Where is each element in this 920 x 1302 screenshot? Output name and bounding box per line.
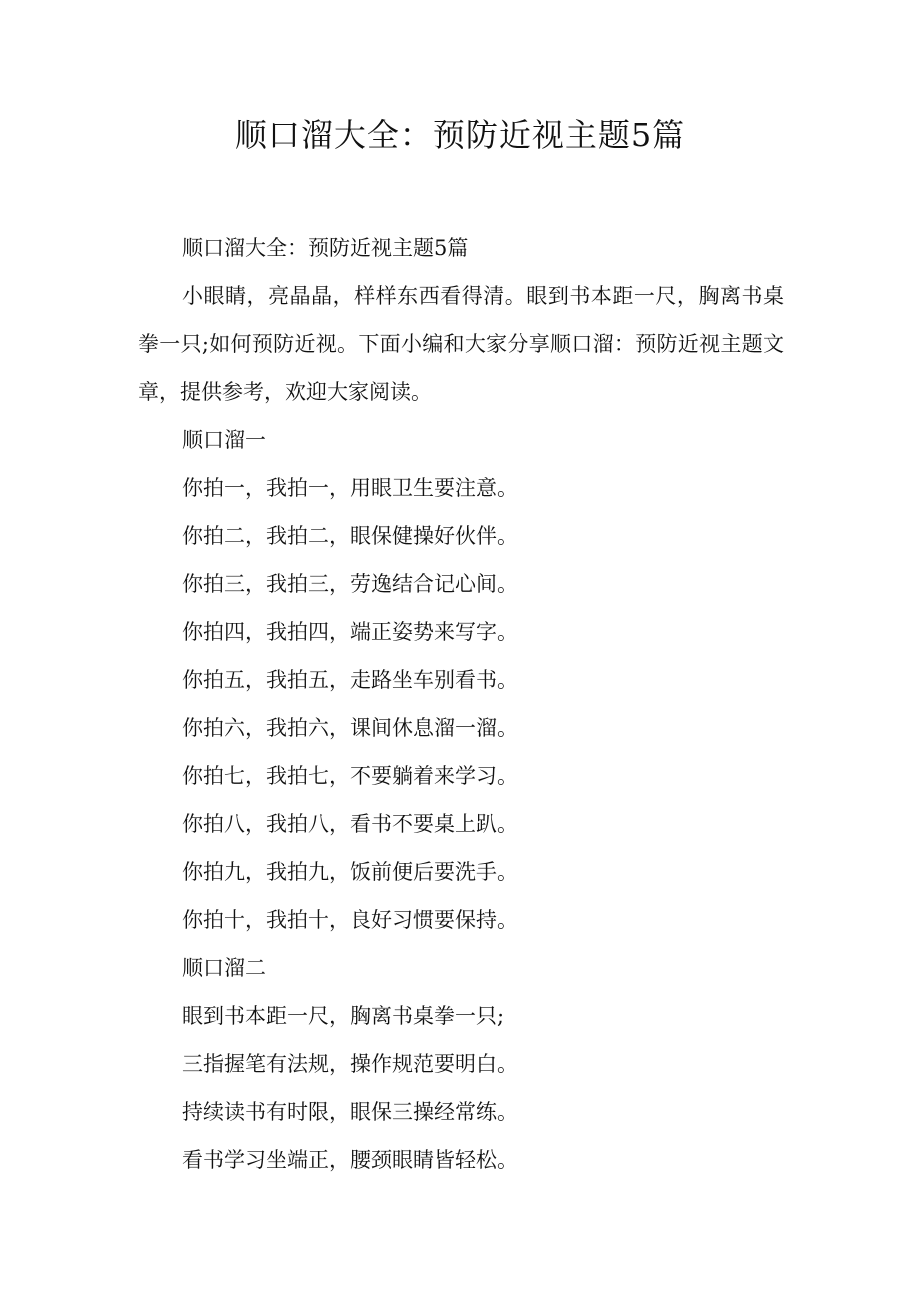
verse-line: 你拍五，我拍五，走路坐车别看书。 xyxy=(182,668,518,692)
intro-paragraph: 小眼睛，亮晶晶，样样东西看得清。眼到书本距一尺，胸离书桌拳一只;如何预防近视。下面小编和大家分享顺口溜：预防近视主题文章，提供参考，欢迎大家阅读。 xyxy=(138,284,784,404)
subtitle-paragraph: 顺口溜大全：预防近视主题5篇 xyxy=(182,236,469,260)
verse-line: 你拍二，我拍二，眼保健操好伙伴。 xyxy=(182,524,518,548)
verse-line: 你拍四，我拍四，端正姿势来写字。 xyxy=(182,620,518,644)
verse-line: 你拍七，我拍七，不要躺着来学习。 xyxy=(182,764,518,788)
verse-line: 你拍十，我拍十，良好习惯要保持。 xyxy=(182,908,518,932)
section-heading: 顺口溜二 xyxy=(182,956,266,980)
document-body xyxy=(138,224,784,1184)
verse-line: 你拍八，我拍八，看书不要桌上趴。 xyxy=(182,812,518,836)
verse-line: 你拍一，我拍一，用眼卫生要注意。 xyxy=(182,476,518,500)
section-heading: 顺口溜一 xyxy=(182,428,266,452)
verse-line: 你拍三，我拍三，劳逸结合记心间。 xyxy=(182,572,518,596)
verse-line: 持续读书有时限，眼保三操经常练。 xyxy=(182,1100,518,1124)
verse-line: 你拍六，我拍六，课间休息溜一溜。 xyxy=(182,716,518,740)
verse-line: 三指握笔有法规，操作规范要明白。 xyxy=(182,1052,518,1076)
verse-line: 眼到书本距一尺，胸离书桌拳一只; xyxy=(182,1004,505,1028)
document-title: 顺口溜大全：预防近视主题5篇 xyxy=(234,116,686,154)
verse-line: 你拍九，我拍九，饭前便后要洗手。 xyxy=(182,860,518,884)
verse-line: 看书学习坐端正，腰颈眼睛皆轻松。 xyxy=(182,1148,518,1172)
